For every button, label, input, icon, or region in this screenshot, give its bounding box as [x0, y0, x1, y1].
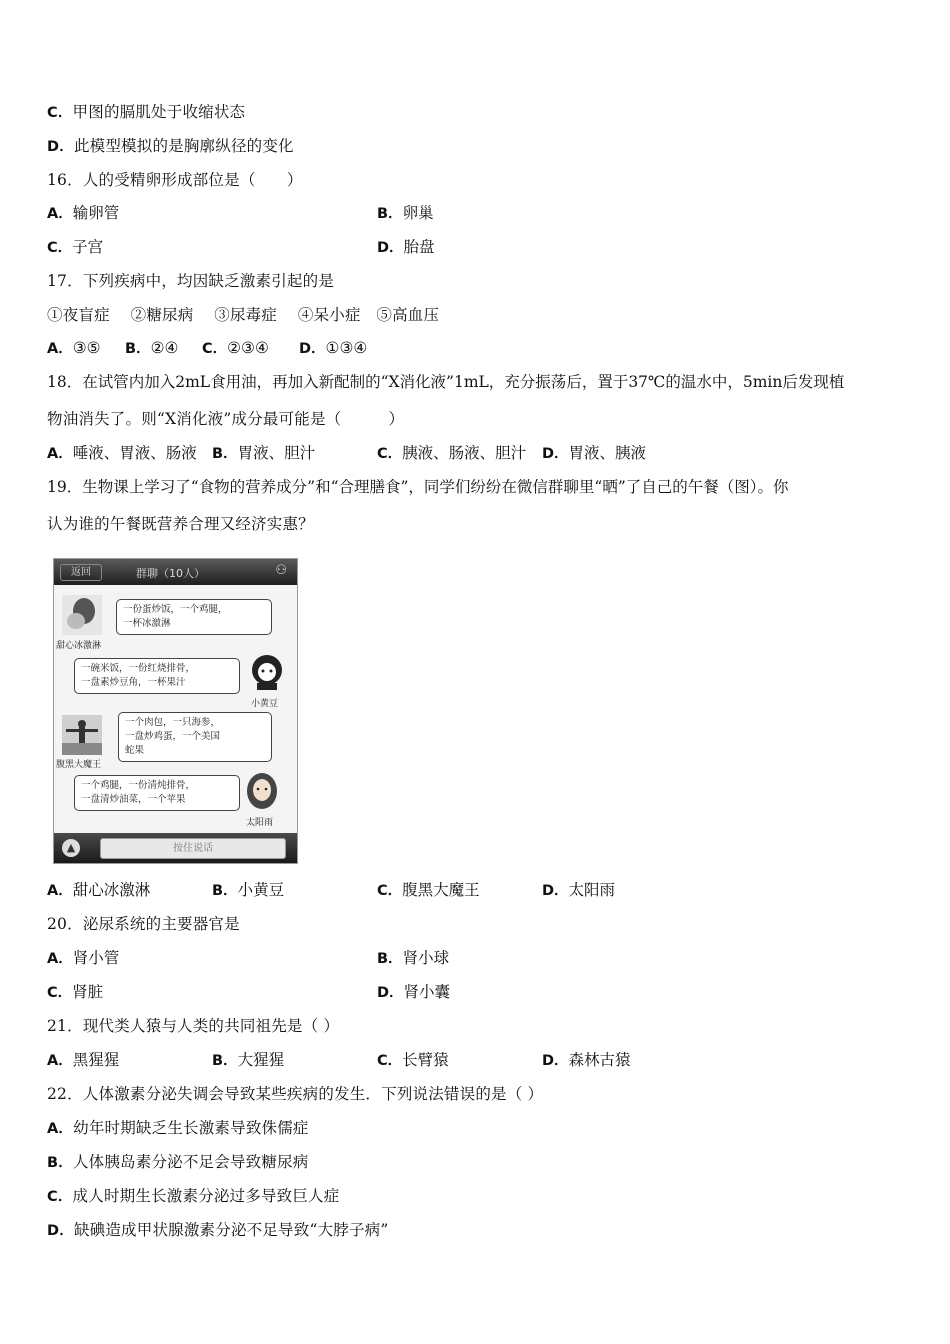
- q16-stem: 16．人的受精卵形成部位是（ ）: [47, 171, 303, 189]
- q20-stem: 20．泌尿系统的主要器官是: [47, 915, 240, 933]
- option-text: 缺碘造成甲状腺激素分泌不足导致“大脖子病”: [73, 1221, 389, 1239]
- q21-option-d: [542, 1050, 631, 1071]
- chat-input-bar: [54, 833, 297, 863]
- option-label: C．: [47, 985, 73, 1001]
- q18-option-c: [377, 443, 526, 464]
- option-label: B．: [212, 883, 238, 899]
- message-line: 一个肉包，一只海参，: [125, 717, 221, 728]
- q16-option-a: [47, 203, 119, 224]
- q20-option-b: [377, 948, 449, 969]
- option-text: 肾小球: [402, 949, 450, 967]
- option-text: 人体胰岛素分泌不足会导致糖尿病: [72, 1153, 309, 1171]
- q18-stem-line2: 物油消失了。则“X消化液”成分最可能是（ ）: [47, 410, 405, 428]
- option-label: A．: [47, 1121, 74, 1137]
- q19-stem-line1: 19．生物课上学习了“食物的营养成分”和“合理膳食”，同学们纷纷在微信群聊里“晒”了自己的午餐（图）。你: [47, 478, 789, 496]
- option-text: 甲图的膈肌处于收缩状态: [72, 103, 246, 121]
- option-text: 输卵管: [72, 204, 120, 222]
- q15-option-c: [47, 102, 245, 123]
- option-label: B．: [212, 1053, 238, 1069]
- q22-option-c: [47, 1186, 339, 1207]
- option-label: A．: [47, 883, 73, 899]
- option-label: C．: [202, 341, 228, 357]
- q20-option-a: [47, 948, 119, 969]
- option-label: D．: [377, 240, 404, 256]
- q20-option-d: [377, 982, 450, 1003]
- option-text: 腹黑大魔王: [402, 881, 480, 899]
- option-text: 大猩猩: [237, 1051, 285, 1069]
- avatar-sun-rain: [242, 771, 282, 811]
- username: 太阳雨: [246, 818, 274, 828]
- option-label: B．: [377, 951, 403, 967]
- avatar-dark-demon: [62, 715, 102, 755]
- option-label: B．: [377, 206, 403, 222]
- option-label: D．: [299, 341, 326, 357]
- message-line: 一盘清炒油菜，一个苹果: [81, 794, 186, 805]
- q17-stem: 17．下列疾病中，均因缺乏激素引起的是: [47, 272, 335, 290]
- option-label: D．: [47, 139, 74, 155]
- option-text: 卵巢: [402, 204, 434, 222]
- option-text: 此模型模拟的是胸廓纵径的变化: [73, 137, 294, 155]
- q17-option-d: [299, 338, 367, 359]
- option-text: ②③④: [227, 339, 269, 357]
- option-label: C．: [377, 446, 403, 462]
- message-line: 一份蛋炒饭，一个鸡腿，: [123, 604, 228, 615]
- option-label: D．: [542, 1053, 569, 1069]
- option-label: B．: [47, 1155, 73, 1171]
- option-label: C．: [377, 883, 403, 899]
- wechat-group-figure: [53, 558, 298, 864]
- option-label: A．: [47, 951, 73, 967]
- q21-option-b: [212, 1050, 284, 1071]
- option-text: 唾液、胃液、肠液: [72, 444, 197, 462]
- q16-option-b: [377, 203, 434, 224]
- option-text: 成人时期生长激素分泌过多导致巨人症: [72, 1187, 340, 1205]
- q19-option-c: [377, 880, 480, 901]
- option-label: C．: [47, 1189, 73, 1205]
- option-text: 甜心冰激淋: [72, 881, 151, 899]
- q21-option-a: [47, 1050, 119, 1071]
- q17-option-a: [47, 338, 101, 359]
- option-label: D．: [47, 1223, 74, 1239]
- q22-option-d: [47, 1220, 389, 1241]
- message-bubble: [116, 599, 272, 635]
- option-text: 胰液、肠液、胆汁: [402, 444, 527, 462]
- message-line: 一盘炒鸡蛋，一个美国: [125, 731, 221, 742]
- option-text: 胃液、胰液: [568, 444, 647, 462]
- q22-option-a: [47, 1118, 309, 1139]
- q19-stem-line2: 认为谁的午餐既营养合理又经济实惠？: [47, 515, 314, 533]
- q16-option-c: [47, 237, 103, 258]
- avatar-sweetheart: [62, 595, 102, 635]
- option-text: 肾小囊: [403, 983, 451, 1001]
- option-label: A．: [47, 206, 73, 222]
- message-line: 一杯冰激淋: [123, 618, 171, 629]
- q19-option-a: [47, 880, 150, 901]
- q16-option-d: [377, 237, 435, 258]
- q19-option-d: [542, 880, 615, 901]
- option-label: C．: [47, 240, 73, 256]
- option-text: ③⑤: [72, 339, 101, 357]
- option-label: D．: [542, 883, 569, 899]
- q17-option-c: [202, 338, 269, 359]
- option-text: 肾脏: [72, 983, 104, 1001]
- q18-stem-line1: 18．在试管内加入2mL食用油，再加入新配制的“X消化液”1mL，充分振荡后，置于37℃的温水中，5min后发现植: [47, 373, 845, 391]
- option-text: 太阳雨: [568, 881, 616, 899]
- option-label: C．: [377, 1053, 403, 1069]
- q18-option-b: [212, 443, 315, 464]
- option-label: B．: [125, 341, 151, 357]
- option-text: 子宫: [72, 238, 104, 256]
- option-text: 森林古猿: [568, 1051, 631, 1069]
- option-text: ②④: [150, 339, 179, 357]
- hold-to-talk-button: 按住说话: [100, 838, 286, 859]
- option-text: 胃液、胆汁: [237, 444, 316, 462]
- chat-title: 群聊（10人）: [136, 567, 205, 580]
- option-text: ①③④: [325, 339, 368, 357]
- option-text: 长臂猿: [402, 1051, 449, 1069]
- q18-option-d: [542, 443, 646, 464]
- arrow-up-icon: ▲: [62, 839, 80, 857]
- username: 腹黑大魔王: [56, 760, 102, 770]
- option-text: 黑猩猩: [72, 1051, 120, 1069]
- avatar-little-bean: [247, 652, 287, 692]
- q15-option-d: [47, 136, 294, 157]
- message-line: 一盘素炒豆角，一杯果汁: [81, 677, 186, 688]
- q18-option-a: [47, 443, 197, 464]
- option-label: A．: [47, 1053, 73, 1069]
- option-label: A．: [47, 341, 73, 357]
- option-text: 胎盘: [403, 238, 435, 256]
- option-text: 幼年时期缺乏生长激素导致侏儒症: [73, 1119, 309, 1137]
- option-label: D．: [377, 985, 404, 1001]
- option-label: B．: [212, 446, 238, 462]
- q21-stem: 21．现代类人猿与人类的共同祖先是（ ）: [47, 1017, 340, 1035]
- message-bubble: [118, 712, 272, 762]
- option-label: D．: [542, 446, 569, 462]
- message-bubble: [74, 775, 240, 811]
- message-line: 一个鸡腿，一份清炖排骨，: [81, 780, 196, 791]
- q22-stem: 22．人体激素分泌失调会导致某些疾病的发生．下列说法错误的是（ ）: [47, 1085, 544, 1103]
- q17-items: ①夜盲症 ②糖尿病 ③尿毒症 ④呆小症 ⑤高血压: [47, 306, 440, 324]
- username: 小黄豆: [251, 699, 279, 709]
- message-bubble: [74, 658, 240, 694]
- message-line: 一碗米饭，一份红烧排骨，: [81, 663, 196, 674]
- message-line: 蛇果: [125, 745, 145, 756]
- q22-option-b: [47, 1152, 308, 1173]
- username: 甜心冰激淋: [56, 641, 102, 651]
- q20-option-c: [47, 982, 103, 1003]
- chat-back-button: 返回: [60, 564, 102, 581]
- q17-option-b: [125, 338, 178, 359]
- option-text: 小黄豆: [237, 881, 285, 899]
- q21-option-c: [377, 1050, 449, 1071]
- q19-option-b: [212, 880, 284, 901]
- option-text: 肾小管: [72, 949, 120, 967]
- people-icon: ⚇: [275, 563, 287, 578]
- option-label: A．: [47, 446, 73, 462]
- option-label: C．: [47, 105, 73, 121]
- chat-header: [54, 559, 297, 585]
